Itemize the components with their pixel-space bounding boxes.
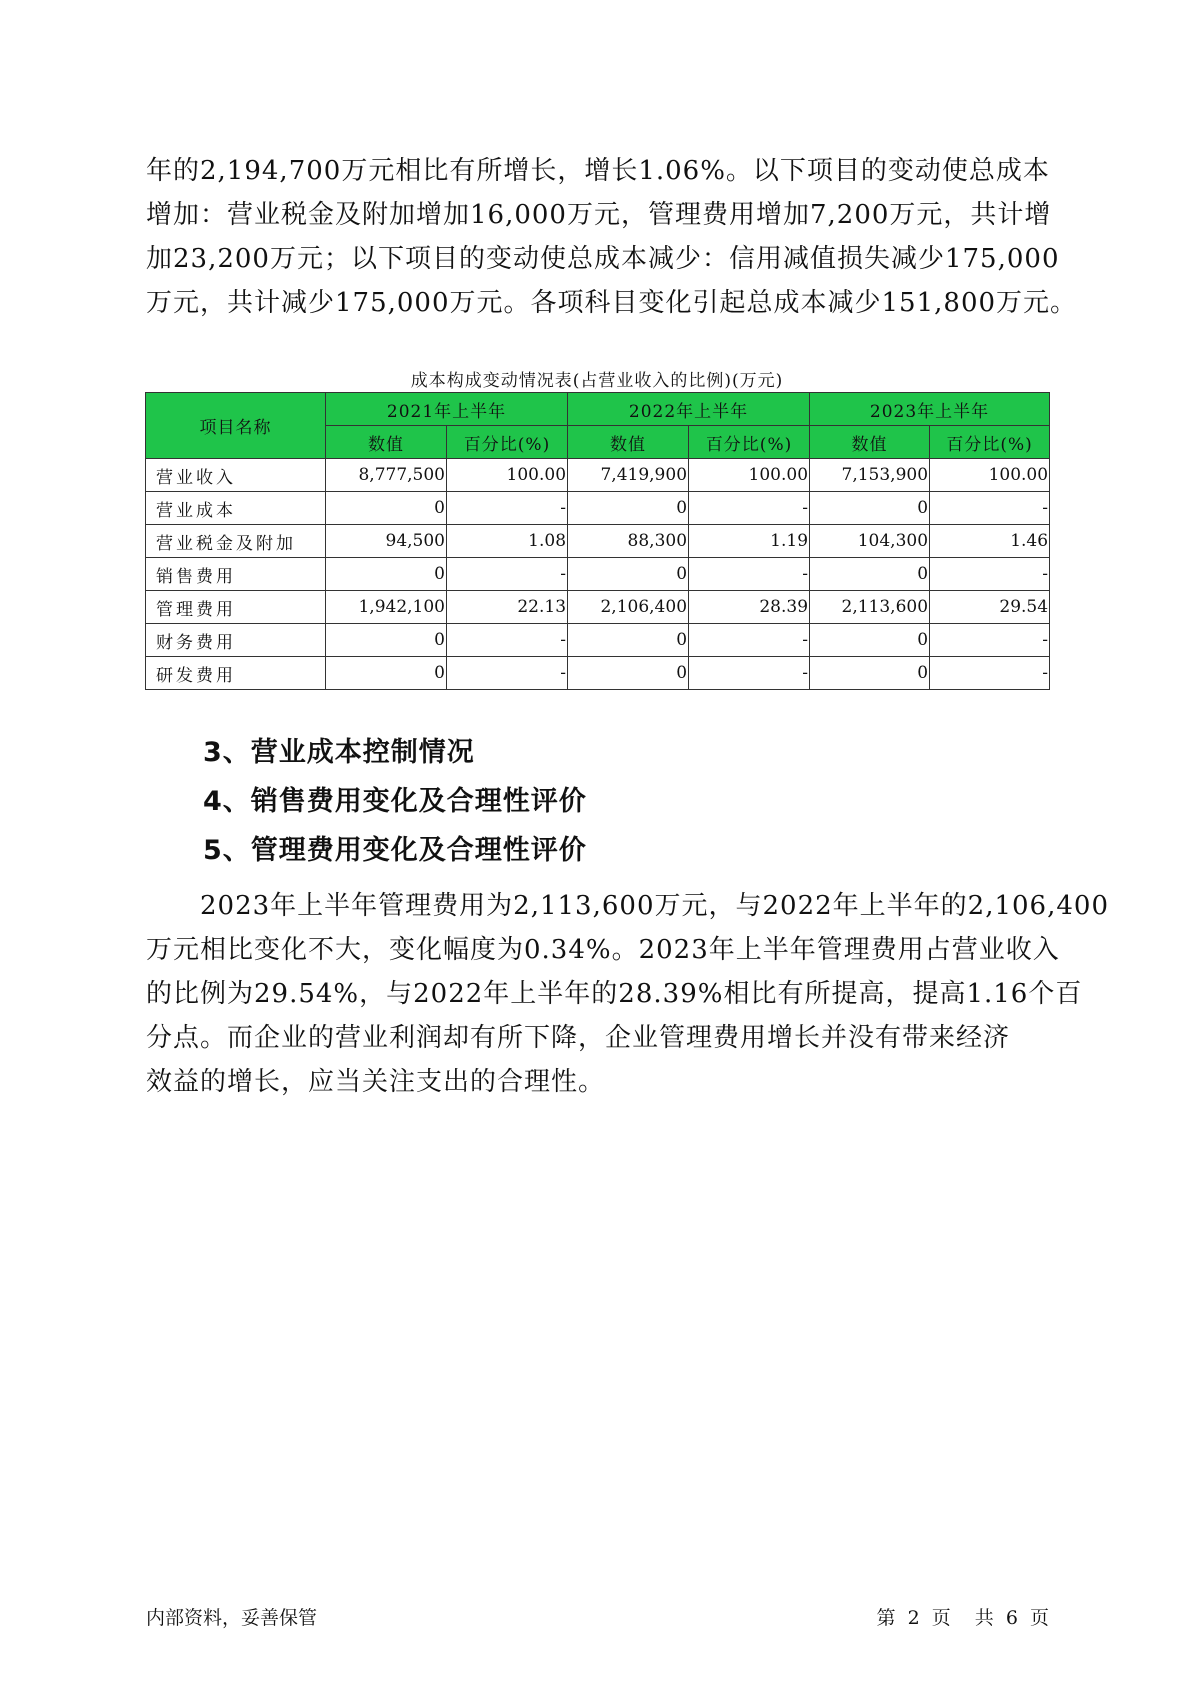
cell-percent: 100.00	[689, 459, 810, 492]
cell-percent: -	[689, 492, 810, 525]
cell-percent: 22.13	[447, 591, 568, 624]
cell-percent: -	[930, 558, 1050, 591]
table-caption: 成本构成变动情况表(占营业收入的比例)(万元)	[410, 371, 784, 391]
row-name: 财务费用	[146, 624, 326, 657]
footer-confidential-note: 内部资料，妥善保管	[146, 1607, 318, 1629]
cell-percent: -	[930, 492, 1050, 525]
cell-value: 0	[810, 558, 930, 591]
cell-value: 0	[326, 657, 447, 690]
text-line: 效益的增长，应当关注支出的合理性。	[146, 1067, 606, 1097]
table-row	[146, 558, 1050, 591]
text-line: 年的2,194,700万元相比有所增长，增长1.06%。以下项目的变动使总成本	[146, 156, 1050, 186]
cell-value: 0	[326, 624, 447, 657]
cell-value: 104,300	[810, 525, 930, 558]
intro-paragraph	[146, 149, 1078, 325]
cell-value: 0	[568, 558, 689, 591]
cell-percent: 1.46	[930, 525, 1050, 558]
page-label-mid: 页	[931, 1607, 951, 1629]
cell-percent: -	[930, 657, 1050, 690]
cell-value: 94,500	[326, 525, 447, 558]
total-label-post: 页	[1029, 1607, 1049, 1629]
cell-percent: -	[447, 657, 568, 690]
text-line: 2023年上半年管理费用为2,113,600万元，与2022年上半年的2,106,400	[146, 891, 1109, 921]
period-header-2022: 2022年上半年	[568, 393, 810, 426]
cell-percent: -	[447, 624, 568, 657]
cell-percent: -	[930, 624, 1050, 657]
period-header-2021: 2021年上半年	[326, 393, 568, 426]
cell-percent: 100.00	[447, 459, 568, 492]
table-row	[146, 591, 1050, 624]
table-row	[146, 624, 1050, 657]
cell-value: 0	[810, 492, 930, 525]
cost-structure-table	[145, 392, 1050, 690]
section-heading-3: 3、营业成本控制情况	[203, 737, 475, 768]
cell-percent: 29.54	[930, 591, 1050, 624]
cell-value: 0	[568, 492, 689, 525]
section-heading-4: 4、销售费用变化及合理性评价	[203, 786, 587, 817]
value-header: 数值	[810, 426, 930, 459]
management-expense-paragraph	[146, 884, 1109, 1104]
cell-value: 2,106,400	[568, 591, 689, 624]
cell-value: 7,153,900	[810, 459, 930, 492]
text-line: 分点。而企业的营业利润却有所下降，企业管理费用增长并没有带来经济	[146, 1023, 1011, 1053]
cell-value: 1,942,100	[326, 591, 447, 624]
percent-header: 百分比(%)	[447, 426, 568, 459]
cell-value: 0	[568, 657, 689, 690]
cell-percent: -	[447, 492, 568, 525]
row-name: 研发费用	[146, 657, 326, 690]
cell-value: 8,777,500	[326, 459, 447, 492]
total-label-pre: 共	[974, 1607, 994, 1629]
cell-percent: 28.39	[689, 591, 810, 624]
page-label-pre: 第	[876, 1607, 896, 1629]
row-name: 管理费用	[146, 591, 326, 624]
cell-percent: -	[689, 558, 810, 591]
cell-value: 0	[810, 657, 930, 690]
cell-value: 7,419,900	[568, 459, 689, 492]
text-line: 加23,200万元；以下项目的变动使总成本减少：信用减值损失减少175,000	[146, 244, 1060, 274]
cell-value: 2,113,600	[810, 591, 930, 624]
table-row	[146, 657, 1050, 690]
cell-percent: 1.08	[447, 525, 568, 558]
text-line: 万元，共计减少175,000万元。各项科目变化引起总成本减少151,800万元。	[146, 288, 1078, 318]
cell-percent: 100.00	[930, 459, 1050, 492]
cell-value: 0	[568, 624, 689, 657]
item-name-header: 项目名称	[146, 393, 326, 459]
percent-header: 百分比(%)	[930, 426, 1050, 459]
total-pages: 6	[1005, 1607, 1018, 1629]
footer-page-number	[871, 1603, 1049, 1630]
cell-percent: -	[689, 624, 810, 657]
row-name: 营业税金及附加	[146, 525, 326, 558]
table-row	[146, 525, 1050, 558]
row-name: 销售费用	[146, 558, 326, 591]
cell-value: 88,300	[568, 525, 689, 558]
period-header-2023: 2023年上半年	[810, 393, 1050, 426]
page-number: 2	[907, 1607, 920, 1629]
table-row	[146, 459, 1050, 492]
cell-value: 0	[326, 558, 447, 591]
text-line: 万元相比变化不大，变化幅度为0.34%。2023年上半年管理费用占营业收入	[146, 935, 1060, 965]
percent-header: 百分比(%)	[689, 426, 810, 459]
table-row	[146, 492, 1050, 525]
value-header: 数值	[568, 426, 689, 459]
row-name: 营业收入	[146, 459, 326, 492]
value-header: 数值	[326, 426, 447, 459]
text-line: 的比例为29.54%，与2022年上半年的28.39%相比有所提高，提高1.16个百	[146, 979, 1083, 1009]
cell-percent: 1.19	[689, 525, 810, 558]
cell-value: 0	[326, 492, 447, 525]
cell-value: 0	[810, 624, 930, 657]
row-name: 营业成本	[146, 492, 326, 525]
cell-percent: -	[447, 558, 568, 591]
text-line: 增加：营业税金及附加增加16,000万元，管理费用增加7,200万元，共计增	[146, 200, 1052, 230]
section-heading-5: 5、管理费用变化及合理性评价	[203, 835, 587, 866]
cell-percent: -	[689, 657, 810, 690]
